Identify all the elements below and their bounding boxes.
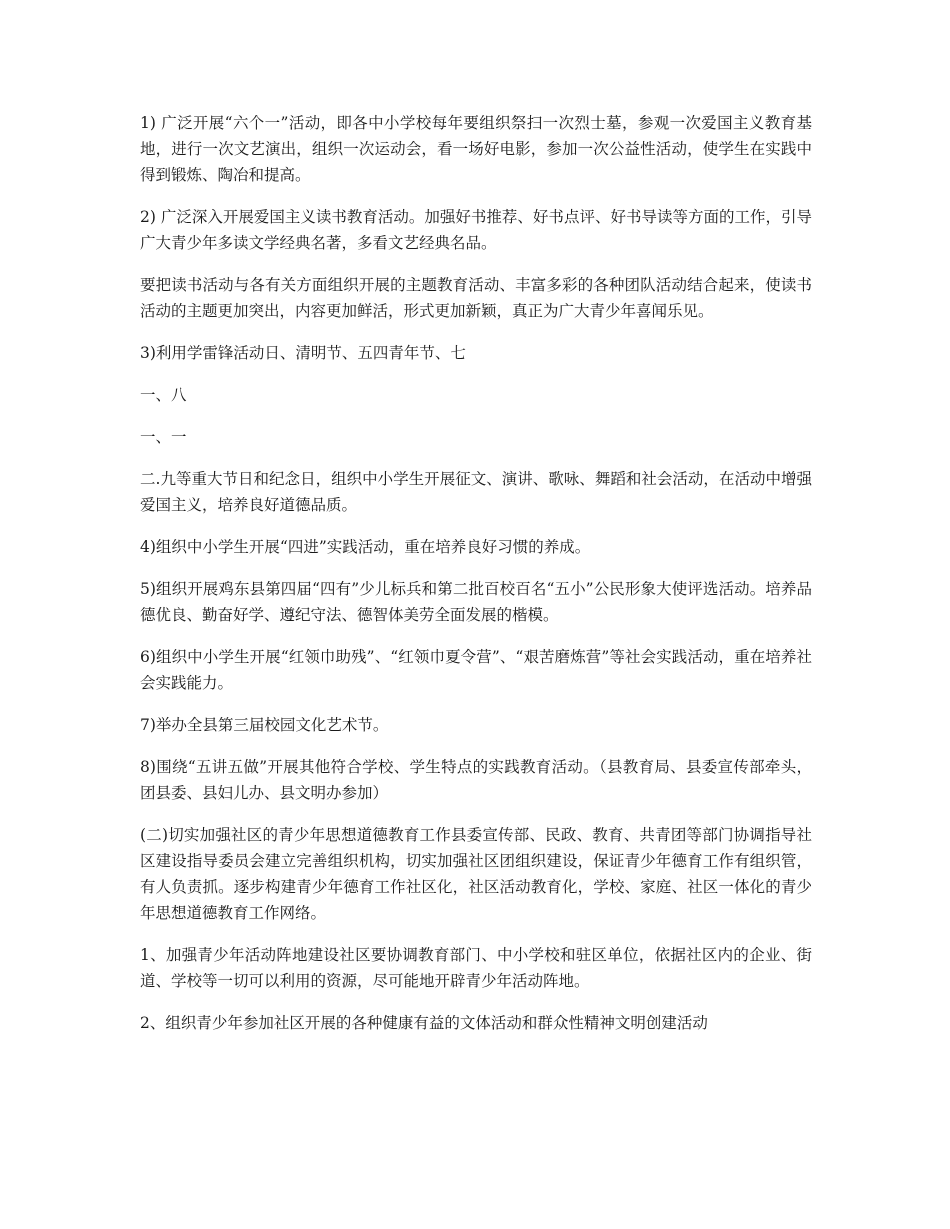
paragraph-1: 1) 广泛开展“六个一”活动，即各中小学校每年要组织祭扫一次烈士墓，参观一次爱国主义教育基地，进行一次文艺演出，组织一次运动会，看一场好电影，参加一次公益性活动，使学生在实践中得到锻炼、陶冶和提高。 xyxy=(140,114,812,184)
paragraph-15: 2、组织青少年参加社区开展的各种健康有益的文体活动和群众性精神文明创建活动 xyxy=(140,1014,708,1032)
paragraph-5: 一、八 xyxy=(140,386,187,404)
paragraph-10: 6)组织中小学生开展“红领巾助残”、“红领巾夏令营”、“艰苦磨炼营”等社会实践活动，重在培养社会实践能力。 xyxy=(140,648,812,692)
paragraph-3: 要把读书活动与各有关方面组织开展的主题教育活动、丰富多彩的各种团队活动结合起来，使读书活动的主题更加突出，内容更加鲜活，形式更加新颖，真正为广大青少年喜闻乐见。 xyxy=(140,276,812,320)
paragraph-9: 5)组织开展鸡东县第四届“四有”少儿标兵和第二批百校百名“五小”公民形象大使评选活动。培养品德优良、勤奋好学、遵纪守法、德智体美劳全面发展的楷模。 xyxy=(140,580,812,624)
paragraph-2: 2) 广泛深入开展爱国主义读书教育活动。加强好书推荐、好书点评、好书导读等方面的工作，引导广大青少年多读文学经典名著，多看文艺经典名品。 xyxy=(140,208,812,252)
paragraph-7: 二.九等重大节日和纪念日，组织中小学生开展征文、演讲、歌咏、舞蹈和社会活动，在活动中增强爱国主义，培养良好道德品质。 xyxy=(140,470,812,514)
paragraph-14: 1、加强青少年活动阵地建设社区要协调教育部门、中小学校和驻区单位，依据社区内的企业、街道、学校等一切可以利用的资源，尽可能地开辟青少年活动阵地。 xyxy=(140,946,812,990)
paragraph-8: 4)组织中小学生开展“四进”实践活动，重在培养良好习惯的养成。 xyxy=(140,538,591,556)
paragraph-6: 一、一 xyxy=(140,428,187,446)
paragraph-4: 3)利用学雷锋活动日、清明节、五四青年节、七 xyxy=(140,344,466,362)
paragraph-12: 8)围绕“五讲五做”开展其他符合学校、学生特点的实践教育活动。（县教育局、县委宣传部牵头，团县委、县妇儿办、县文明办参加） xyxy=(140,758,812,802)
paragraph-13: (二)切实加强社区的青少年思想道德教育工作县委宣传部、民政、教育、共青团等部门协调指导社区建设指导委员会建立完善组织机构，切实加强社区团组织建设，保证青少年德育工作有组织管，有人负责抓。逐步构建青少年德育工作社区化，社区活动教育化，学校、家庭、社区一体化的青少年思想道德教育工作网络。 xyxy=(140,826,812,922)
paragraph-11: 7)举办全县第三届校园文化艺术节。 xyxy=(140,716,389,734)
document-body xyxy=(140,110,812,1052)
